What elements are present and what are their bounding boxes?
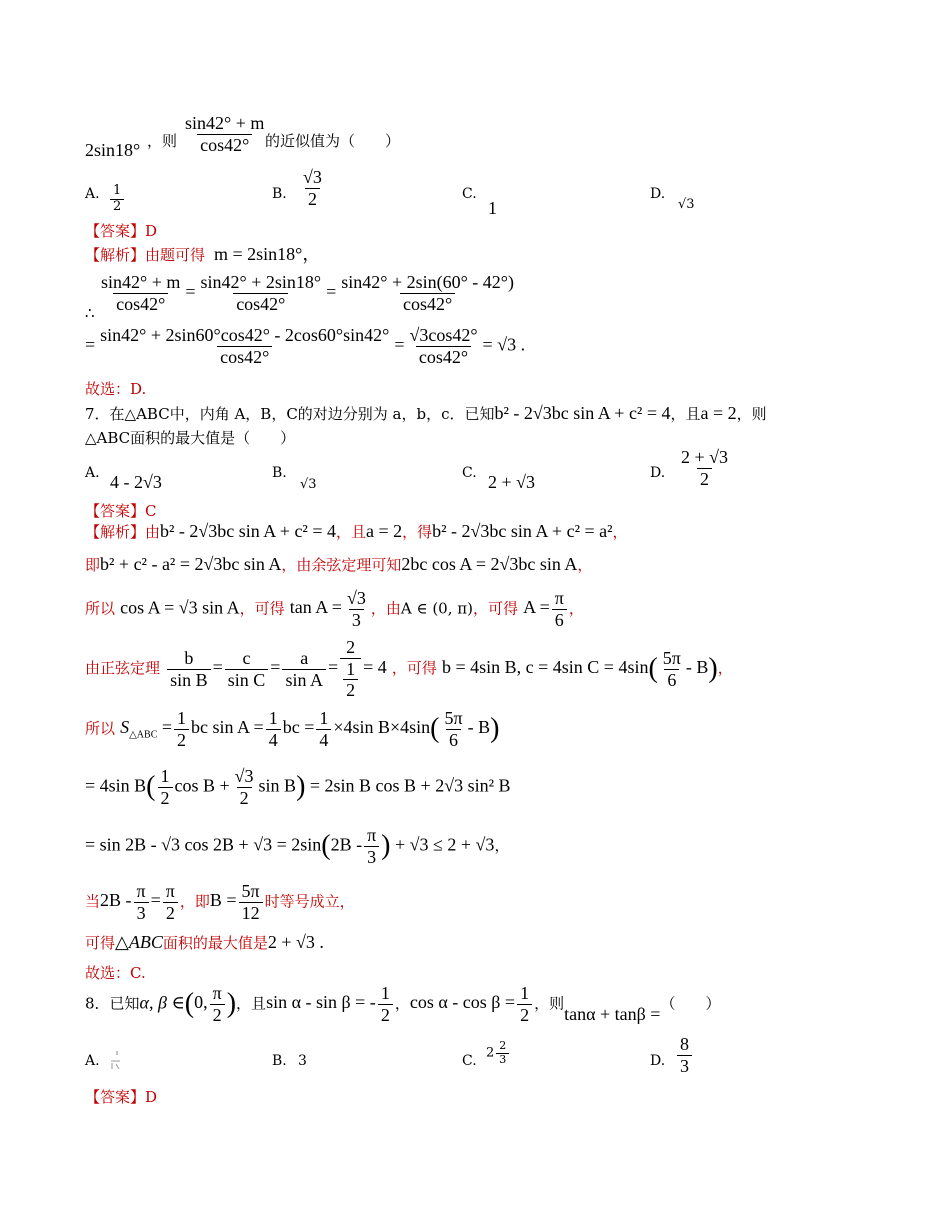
q7-option-c-value[interactable]: 2 + √3 — [488, 472, 536, 492]
q7-a5-t1: 所以 — [85, 719, 116, 738]
q7-a8-eq: = — [150, 890, 161, 911]
q8-stem-t3: ， — [394, 994, 410, 1013]
q7-a3-eq4-den: 6 — [552, 609, 567, 631]
q7-a4-f5-den: 6 — [664, 669, 679, 691]
q7-a8-f1-num: π — [136, 881, 146, 901]
q8-option-b-value[interactable]: 3 — [298, 1053, 307, 1069]
q7-a8-t1: 当 — [85, 892, 101, 911]
q7-a4-f3-num: a — [300, 647, 309, 668]
q8-stem-f3-num: 1 — [520, 983, 530, 1003]
q7-a3-t1: 所以 — [85, 599, 116, 618]
garbled-fraction-icon — [108, 1049, 122, 1071]
q6-option-c-value[interactable]: 1 — [488, 198, 497, 218]
q7-a4-f1-num: b — [184, 647, 194, 668]
q6-l1-f1-den: cos42° — [113, 293, 168, 315]
q7-a4-f4-den-den: 2 — [343, 679, 358, 701]
q7-a6-post: = 2sin B cos B + 2√3 sin² B — [309, 775, 511, 796]
q6-l1-f1-num: sin42° + m — [101, 272, 181, 292]
q7-stem-1b: b² - 2√3bc sin A + c² = 4 — [494, 403, 671, 423]
q6-opt-a-num: 1 — [113, 183, 122, 198]
q7-a9-val: 2 + √3 . — [267, 932, 324, 952]
q7-option-a-value[interactable]: 4 - 2√3 — [110, 472, 162, 492]
q7-a5-f3-num: 1 — [319, 708, 329, 728]
q7-a4-minus-b: - B — [685, 657, 709, 678]
q8-option-d-label[interactable]: D. — [650, 1053, 666, 1069]
q6-tail1: ，则 — [147, 132, 178, 150]
q6-opt-a-den: 2 — [110, 199, 124, 215]
q7-a8-t2: ，即 — [179, 892, 210, 911]
q8-stem-m3: sin α - sin β = - — [266, 992, 376, 1013]
q7-stem-1a: 7．在△ABC中，内角 A，B，C的对边分别为 a，b，c．已知 — [85, 405, 495, 423]
q7-a5-f2-num: 1 — [268, 708, 278, 728]
q7-a4-f2-den: sin C — [225, 669, 269, 691]
q8-stem-f1-den: 2 — [210, 1004, 225, 1026]
q7-a4-t2: ，可得 — [391, 659, 437, 678]
q7-a9-t1: 可得 — [85, 934, 116, 952]
q7-a1-label: 【解析】由 — [85, 523, 161, 541]
q6-frac-num: sin42° + m — [185, 113, 265, 133]
q6-option-d-label[interactable]: D. — [650, 186, 666, 202]
q8-opt-c-num: 2 — [499, 1039, 507, 1052]
q6-l1-f3-num: sin42° + 2sin(60° - 42°) — [341, 272, 514, 292]
q7-analysis-line2 — [85, 554, 592, 575]
q7-a1-eq2: a = 2 — [366, 521, 403, 541]
q7-a5-s: S — [120, 717, 130, 738]
q7-a3-eq4a: A = — [523, 597, 550, 618]
q7-a2-t3: ， — [577, 556, 593, 574]
q7-a4-eq2: b = 4sin B, c = 4sin C = 4sin — [441, 657, 649, 678]
q8-option-a-label[interactable]: A. — [85, 1053, 100, 1069]
q7-a4-f4-num: 2 — [346, 637, 356, 657]
q8-opt-d-num: 8 — [680, 1034, 689, 1054]
q8-opt-c-whole: 2 — [486, 1045, 495, 1061]
q7-a4-t1: 由正弦定理 — [85, 659, 161, 678]
q6-l2-f1-den: cos42° — [217, 346, 272, 368]
q6-answer: 【答案】D — [85, 222, 158, 240]
q6-frac-den: cos42° — [197, 134, 252, 156]
q7-a7-pre: = sin 2B - √3 cos 2B + √3 = 2sin — [85, 834, 322, 855]
q6-l1-f2-den: cos42° — [233, 293, 288, 315]
q7-a3-eq2a: tan A = — [289, 597, 342, 618]
q6-lead: 2sin18° — [85, 140, 141, 160]
q7-a8-m1: 2B - — [100, 890, 132, 911]
q6-option-a-value[interactable] — [108, 184, 126, 215]
q7-a5-eq: = — [161, 717, 173, 738]
q8-stem-t5: （ ） — [660, 994, 721, 1013]
q7-analysis-line8 — [85, 881, 355, 923]
q8-stem-f2-num: 1 — [380, 983, 390, 1003]
q7-choose: 故选：C. — [85, 964, 146, 982]
q8-option-d-value[interactable] — [675, 1034, 694, 1076]
q7-a5-m4: - B — [467, 717, 491, 738]
q7-analysis-line3 — [85, 588, 584, 630]
q8-stem-1: 8．已知 — [85, 994, 140, 1013]
q6-l2-end: = √3 . — [482, 334, 526, 355]
q7-a5-f3-den: 4 — [316, 729, 331, 751]
q7-a5-f1-num: 1 — [177, 708, 187, 728]
q7-a5-m3: ×4sin B×4sin — [333, 717, 431, 738]
q6-option-b-label[interactable]: B. — [272, 186, 287, 202]
q7-analysis-line5: 所以 $S_{\triangle ABC}$ = $\frac{1}{2}$ bc sin A = $\frac{1}{4}$ bc = $\frac{1}{4}$ ×4sin B×4sin( $\frac{5\pi}{6}$ - B) — [85, 708, 500, 750]
q6-option-b-value[interactable] — [298, 167, 327, 209]
q7-option-b-label[interactable]: B. — [272, 465, 287, 481]
q7-analysis-line7: = sin 2B - √3 cos 2B + √3 = 2sin(2B - $\frac{\pi}{3}$ ) + √3 ≤ 2 + √3， — [85, 825, 510, 867]
q7-a2-t1: 即 — [85, 556, 101, 574]
q6-analysis-eq: m = 2sin18°， — [214, 244, 321, 264]
q8-opt-c-den: 3 — [496, 1053, 509, 1067]
q8-opt-d-den: 3 — [677, 1055, 692, 1077]
q8-stem-m5: tanα + tanβ = — [564, 1004, 661, 1025]
q7-a8-f2-den: 2 — [163, 902, 178, 924]
q7-a4-f1-den: sin B — [167, 669, 211, 691]
q6-derivation-line2: = $\frac{\sin 42^\circ + 2\sin 60^\circ\cos 42^\circ - 2\cos 60^\circ\sin 42^\circ}{\cos 42^\circ}$ = $\frac{√3\cos 42^\circ}{\cos 42^\circ}$ = √3 . — [85, 325, 526, 367]
q7-stem-1e: ，则 — [736, 405, 767, 423]
q8-answer: 【答案】D — [85, 1088, 158, 1106]
q7-a7-f1-den: 3 — [364, 846, 379, 868]
q7-a3-eq3: A ∈ (0, π) — [400, 599, 473, 618]
q7-a3-t4: ，可得 — [472, 599, 518, 618]
q7-a5-f1-den: 2 — [174, 729, 189, 751]
q6-l1-f2-num: sin42° + 2sin18° — [200, 272, 322, 292]
q8-stem: 8．已知α, β ∈(0, $\frac{\pi}{2}$ )，且sin α - sin β = - $\frac{1}{2}$ ，cos α - cos β = $\frac{1}{2}$ ，则tanα + tanβ =（ ） — [85, 983, 721, 1025]
q6-choose: 故选：D. — [85, 380, 147, 398]
q8-option-b-label[interactable]: B. — [272, 1053, 287, 1069]
q6-l2-f1-num: sin42° + 2sin60°cos42° - 2cos60°sin42° — [100, 325, 390, 345]
q6-l1-f3-den: cos42° — [400, 293, 455, 315]
q7-option-d-value[interactable] — [676, 447, 733, 489]
q7-stem-line2: △ABC面积的最大值是（ ） — [85, 429, 296, 447]
q6-derivation-line1: $\frac{\sin 42^\circ + m}{\cos 42^\circ}$ = $\frac{\sin 42^\circ + 2\sin 18^\circ}{\cos 42^\circ}$ = $\frac{\sin 42^\circ + 2\sin(60^\circ - 42^\circ)}{\cos 42^\circ}$ — [96, 272, 519, 314]
q7-a6-pre: = 4sin B — [85, 775, 147, 796]
q8-option-c-label[interactable]: C. — [462, 1053, 477, 1069]
q7-a4-f3-den: sin A — [282, 669, 326, 691]
q6-option-d-value[interactable]: √3 — [678, 197, 695, 212]
q7-a6-f1-num: 1 — [160, 766, 170, 786]
q7-a3-eq2-den: 3 — [349, 609, 364, 631]
q6-fraction — [180, 113, 269, 155]
q6-opt-b-num: √3 — [303, 167, 322, 187]
q7-option-c-label[interactable]: C. — [462, 465, 477, 481]
q7-a5-f2-den: 4 — [266, 729, 281, 751]
q7-a1-eq1: b² - 2√3bc sin A + c² = 4 — [160, 521, 336, 541]
q6-analysis-label: 【解析】由题可得 — [85, 246, 206, 264]
q7-a5-sub: △ABC — [129, 729, 158, 741]
q7-a8-m2: B = — [209, 890, 237, 911]
q8-stem-f3-den: 2 — [517, 1004, 532, 1026]
q7-a7-t: ， — [494, 838, 510, 855]
q8-stem-t2: ，且 — [236, 994, 267, 1013]
q6-option-c-label[interactable]: C. — [462, 186, 477, 202]
q7-a7-f1-num: π — [367, 825, 377, 845]
q6-l2-f2-den: cos42° — [416, 346, 471, 368]
q7-opt-d-den: 2 — [697, 468, 712, 490]
q7-a8-f3-num: 5π — [241, 881, 260, 901]
q8-stem-f2-den: 2 — [378, 1004, 393, 1026]
q7-a5-f4-den: 6 — [446, 729, 461, 751]
q7-a3-eq4-num: π — [554, 588, 564, 608]
q7-option-b-value[interactable]: √3 — [300, 477, 317, 492]
q7-a6-f1-den: 2 — [158, 787, 173, 809]
q7-a4-eq-end: = 4 — [363, 657, 387, 678]
q7-analysis-line1 — [85, 521, 628, 542]
q7-a3-t3: ，由 — [370, 599, 401, 618]
q7-a6-m2: sin B — [258, 775, 297, 796]
q8-stem-m2a: 0, — [194, 992, 208, 1013]
q7-a1-t3: ，得 — [402, 523, 433, 541]
q7-a4-f4-den-num: 1 — [346, 658, 356, 679]
q7-stem-1c: ，且 — [670, 405, 701, 423]
q7-option-a-label[interactable]: A. — [85, 465, 100, 481]
q7-opt-d-num: 2 + √3 — [681, 447, 729, 467]
q6-l2-f2-num: √3cos42° — [409, 325, 478, 345]
q7-stem-1d: a = 2 — [700, 403, 737, 423]
q7-a6-f2-den: 2 — [237, 787, 252, 809]
q7-a5-m1: bc sin A = — [191, 717, 264, 738]
q7-a2-eq2: 2bc cos A = 2√3bc sin A — [401, 554, 578, 574]
q7-a8-f3-den: 12 — [239, 902, 263, 924]
q7-a4-f2-num: c — [242, 647, 251, 668]
q7-answer: 【答案】C — [85, 502, 157, 520]
q7-a3-eq2-num: √3 — [346, 588, 366, 608]
q7-a1-t2: ，且 — [335, 523, 366, 541]
q7-a6-m1: cos B + — [174, 775, 230, 796]
q6-tail2: 的近似值为（ ） — [265, 132, 401, 150]
q8-stem-m1: α, β ∈ — [139, 992, 185, 1013]
q7-a9-t2: 面积的最大值是 — [162, 934, 268, 952]
q7-a9-m: △ABC — [115, 932, 163, 952]
q7-a8-t3: 时等号成立， — [264, 892, 355, 911]
q8-option-c-value[interactable] — [486, 1040, 511, 1066]
q6-therefore: ∴ — [85, 304, 95, 322]
q7-a4-t3: ， — [717, 659, 733, 678]
q7-a7-m1: 2B - — [330, 834, 363, 855]
q7-a8-f2-num: π — [165, 881, 175, 901]
q8-stem-f1-num: π — [212, 983, 222, 1003]
q7-a5-m2: bc = — [282, 717, 315, 738]
q7-a3-eq1: cos A = √3 sin A — [120, 597, 240, 618]
q7-a7-post: + √3 ≤ 2 + √3 — [394, 834, 495, 855]
q7-a4-f5-num: 5π — [662, 647, 681, 668]
q7-analysis-line4: 由正弦定理 $\frac{b}{\text{sin B}}$ = $\frac{c}{\text{sin C}}$ = $\frac{a}{\text{sin A}}$ = $\frac{2}{\frac{1}{2}}$ = 4 ，可得 b = 4sin B, c = 4sin C = 4sin( $\frac{5\pi}{6}$ - B)， — [85, 637, 733, 701]
q7-a2-eq1: b² + c² - a² = 2√3bc sin A — [100, 554, 282, 574]
q6-opt-b-den: 2 — [305, 188, 320, 210]
q7-stem-line1 — [85, 403, 767, 424]
q7-analysis-line6: = 4sin B( $\frac{1}{2}$ cos B + $\frac{√3}{2}$ sin B) = 2sin B cos B + 2√3 sin² B — [85, 766, 511, 808]
q7-option-d-label[interactable]: D. — [650, 465, 666, 481]
q8-stem-t4: ，则 — [534, 994, 565, 1013]
q7-a6-f2-num: √3 — [234, 766, 254, 786]
q7-a3-t5: ， — [568, 599, 584, 618]
q7-a5-f4-num: 5π — [444, 708, 463, 728]
q7-a1-t4: ， — [612, 523, 628, 541]
q7-analysis-line9 — [85, 932, 324, 953]
q8-option-a-value-glyph[interactable] — [108, 1049, 122, 1071]
q7-a1-eq3: b² - 2√3bc sin A + c² = a² — [432, 521, 613, 541]
q6-option-a-label[interactable]: A. — [85, 186, 100, 202]
q7-a3-t2: ，可得 — [239, 599, 285, 618]
q7-a2-t2: ，由余弦定理可知 — [281, 556, 402, 574]
q8-stem-m4: cos α - cos β = — [409, 992, 516, 1013]
q7-a8-f1-den: 3 — [134, 902, 149, 924]
